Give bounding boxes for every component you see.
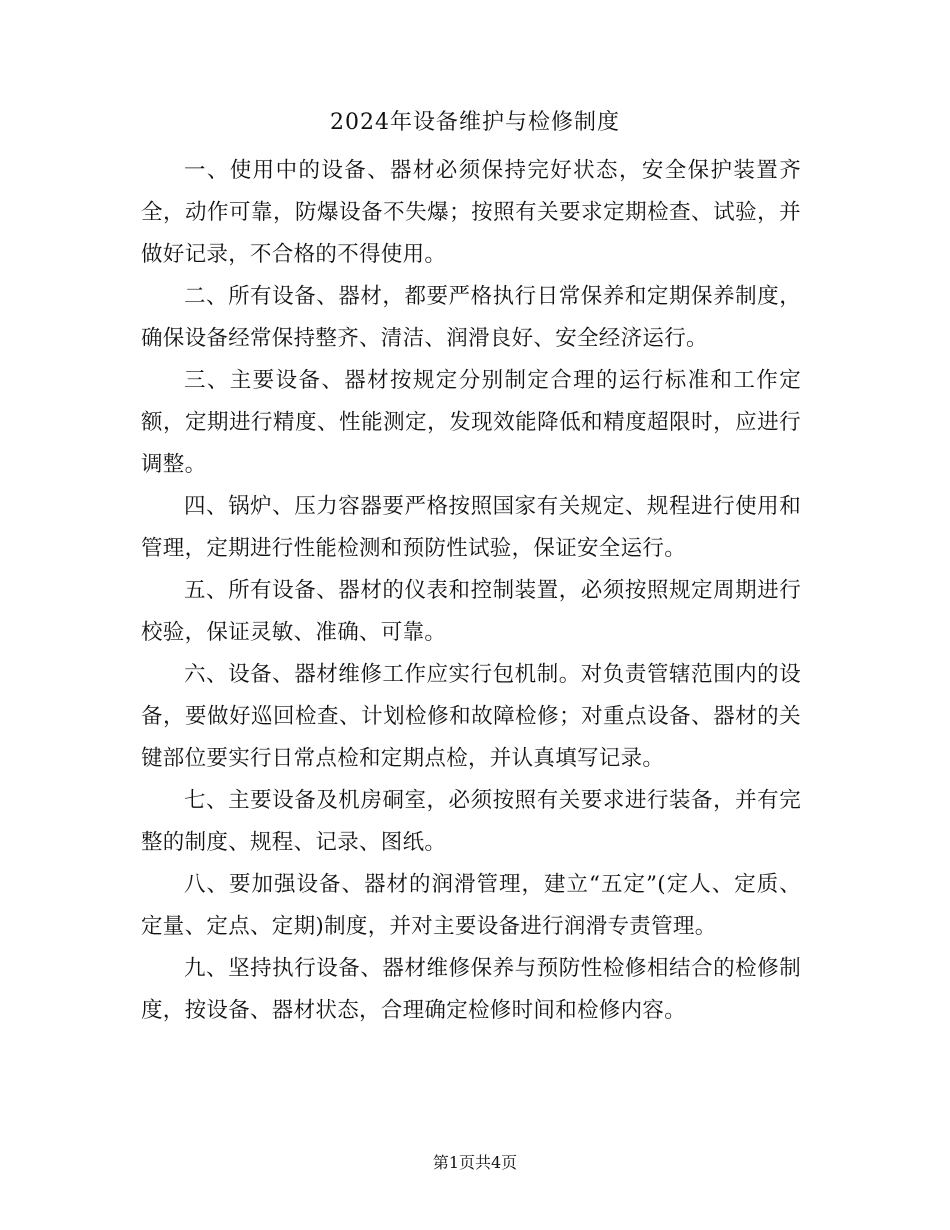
paragraph-2: 二、所有设备、器材，都要严格执行日常保养和定期保养制度，确保设备经常保持整齐、清洁、润滑良好、安全经济运行。 bbox=[141, 284, 801, 351]
paragraph-6: 六、设备、器材维修工作应实行包机制。对负责管辖范围内的设备，要做好巡回检查、计划检修和故障检修；对重点设备、器材的关键部位要实行日常点检和定期点检，并认真填写记录。 bbox=[141, 662, 801, 771]
paragraph-3: 三、主要设备、器材按规定分别制定合理的运行标准和工作定额，定期进行精度、性能测定，发现效能降低和精度超限时，应进行调整。 bbox=[141, 368, 801, 477]
paragraph-1: 一、使用中的设备、器材必须保持完好状态，安全保护装置齐全，动作可靠，防爆设备不失爆；按照有关要求定期检查、试验，并做好记录，不合格的不得使用。 bbox=[141, 158, 801, 267]
paragraph-4: 四、锅炉、压力容器要严格按照国家有关规定、规程进行使用和管理，定期进行性能检测和预防性试验，保证安全运行。 bbox=[141, 494, 801, 561]
document-title: 2024年设备维护与检修制度 bbox=[330, 110, 620, 135]
paragraph-8: 八、要加强设备、器材的润滑管理，建立“五定”(定人、定质、定量、定点、定期)制度，并对主要设备进行润滑专责管理。 bbox=[141, 872, 801, 939]
page-number-footer: 第1页共4页 bbox=[432, 1153, 518, 1172]
paragraph-7: 七、主要设备及机房硐室，必须按照有关要求进行装备，并有完整的制度、规程、记录、图纸。 bbox=[141, 788, 801, 855]
document-body bbox=[141, 150, 801, 1032]
paragraph-5: 五、所有设备、器材的仪表和控制装置，必须按照规定周期进行校验，保证灵敏、准确、可靠。 bbox=[141, 578, 801, 645]
paragraph-9: 九、坚持执行设备、器材维修保养与预防性检修相结合的检修制度，按设备、器材状态，合理确定检修时间和检修内容。 bbox=[141, 956, 801, 1023]
